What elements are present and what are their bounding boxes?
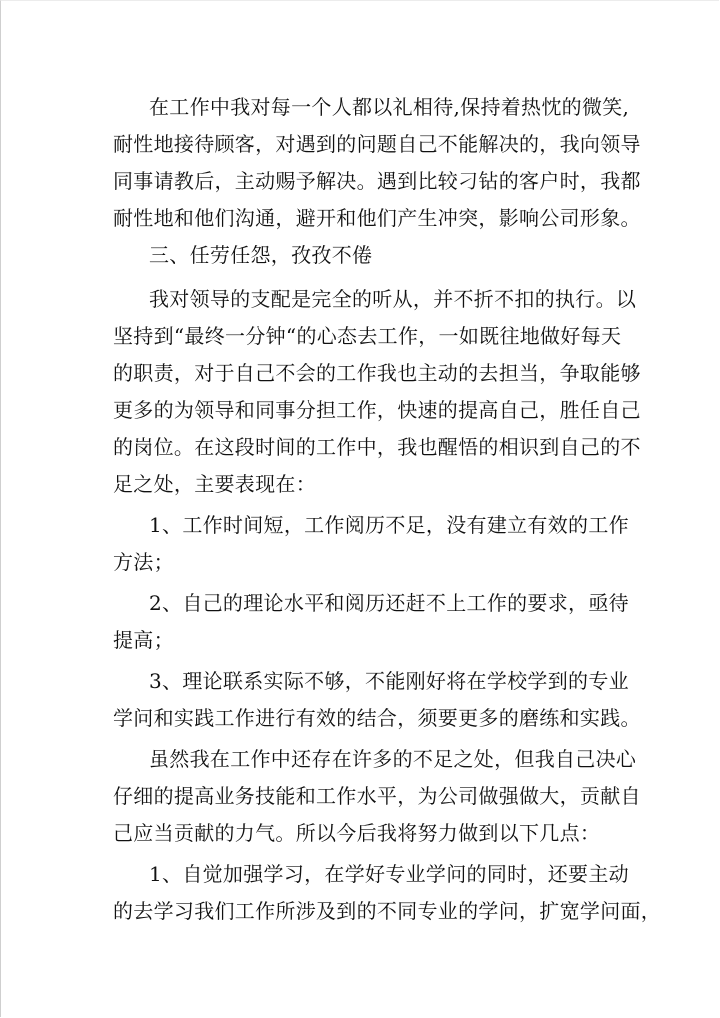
- paragraph-line: 的岗位。在这段时间的工作中，我也醒悟的相识到自己的不: [113, 435, 641, 459]
- list-item-line: 方法；: [113, 550, 174, 574]
- list-item-line: 1、工作时间短，工作阅历不足，没有建立有效的工作: [149, 513, 629, 537]
- paragraph-line: 更多的为领导和同事分担工作，快速的提高自己，胜任自己: [113, 398, 641, 422]
- paragraph-line: 的职责，对于自己不会的工作我也主动的去担当，争取能够: [113, 361, 641, 385]
- section-heading: 三、任劳任怨，孜孜不倦: [149, 243, 373, 267]
- paragraph-line: 虽然我在工作中还存在许多的不足之处，但我自己决心: [149, 747, 637, 771]
- paragraph-line: 足之处，主要表现在：: [113, 472, 316, 496]
- list-item-line: 提高；: [113, 628, 174, 652]
- paragraph-line: 耐性地接待顾客，对遇到的问题自己不能解决的，我向领导: [113, 132, 641, 156]
- list-item-line: 2、自己的理论水平和阅历还赶不上工作的要求，亟待: [149, 591, 629, 615]
- paragraph-line: 己应当贡献的力气。所以今后我将努力做到以下几点：: [113, 821, 601, 845]
- list-item-line: 3、理论联系实际不够，不能刚好将在学校学到的专业: [149, 669, 629, 693]
- paragraph-line: 耐性地和他们沟通，避开和他们产生冲突，影响公司形象。: [113, 206, 641, 230]
- list-item-line: 的去学习我们工作所涉及到的不同专业的学问，扩宽学问面，: [113, 899, 662, 923]
- paragraph-line: 坚持到“最终一分钟“的心态去工作，一如既往地做好每天: [113, 324, 622, 348]
- paragraph-line: 我对领导的支配是完全的听从，并不折不扣的执行。以: [149, 287, 637, 311]
- paragraph-line: 仔细的提高业务技能和工作水平，为公司做强做大，贡献自: [113, 784, 641, 808]
- list-item-line: 学问和实践工作进行有效的结合，须要更多的磨练和实践。: [113, 706, 641, 730]
- paragraph-line: 在工作中我对每一个人都以礼相待,保持着热忱的微笑,: [149, 95, 630, 119]
- paragraph-line: 同事请教后，主动赐予解决。遇到比较刁钻的客户时，我都: [113, 169, 641, 193]
- list-item-line: 1、自觉加强学习，在学好专业学问的同时，还要主动: [149, 862, 629, 886]
